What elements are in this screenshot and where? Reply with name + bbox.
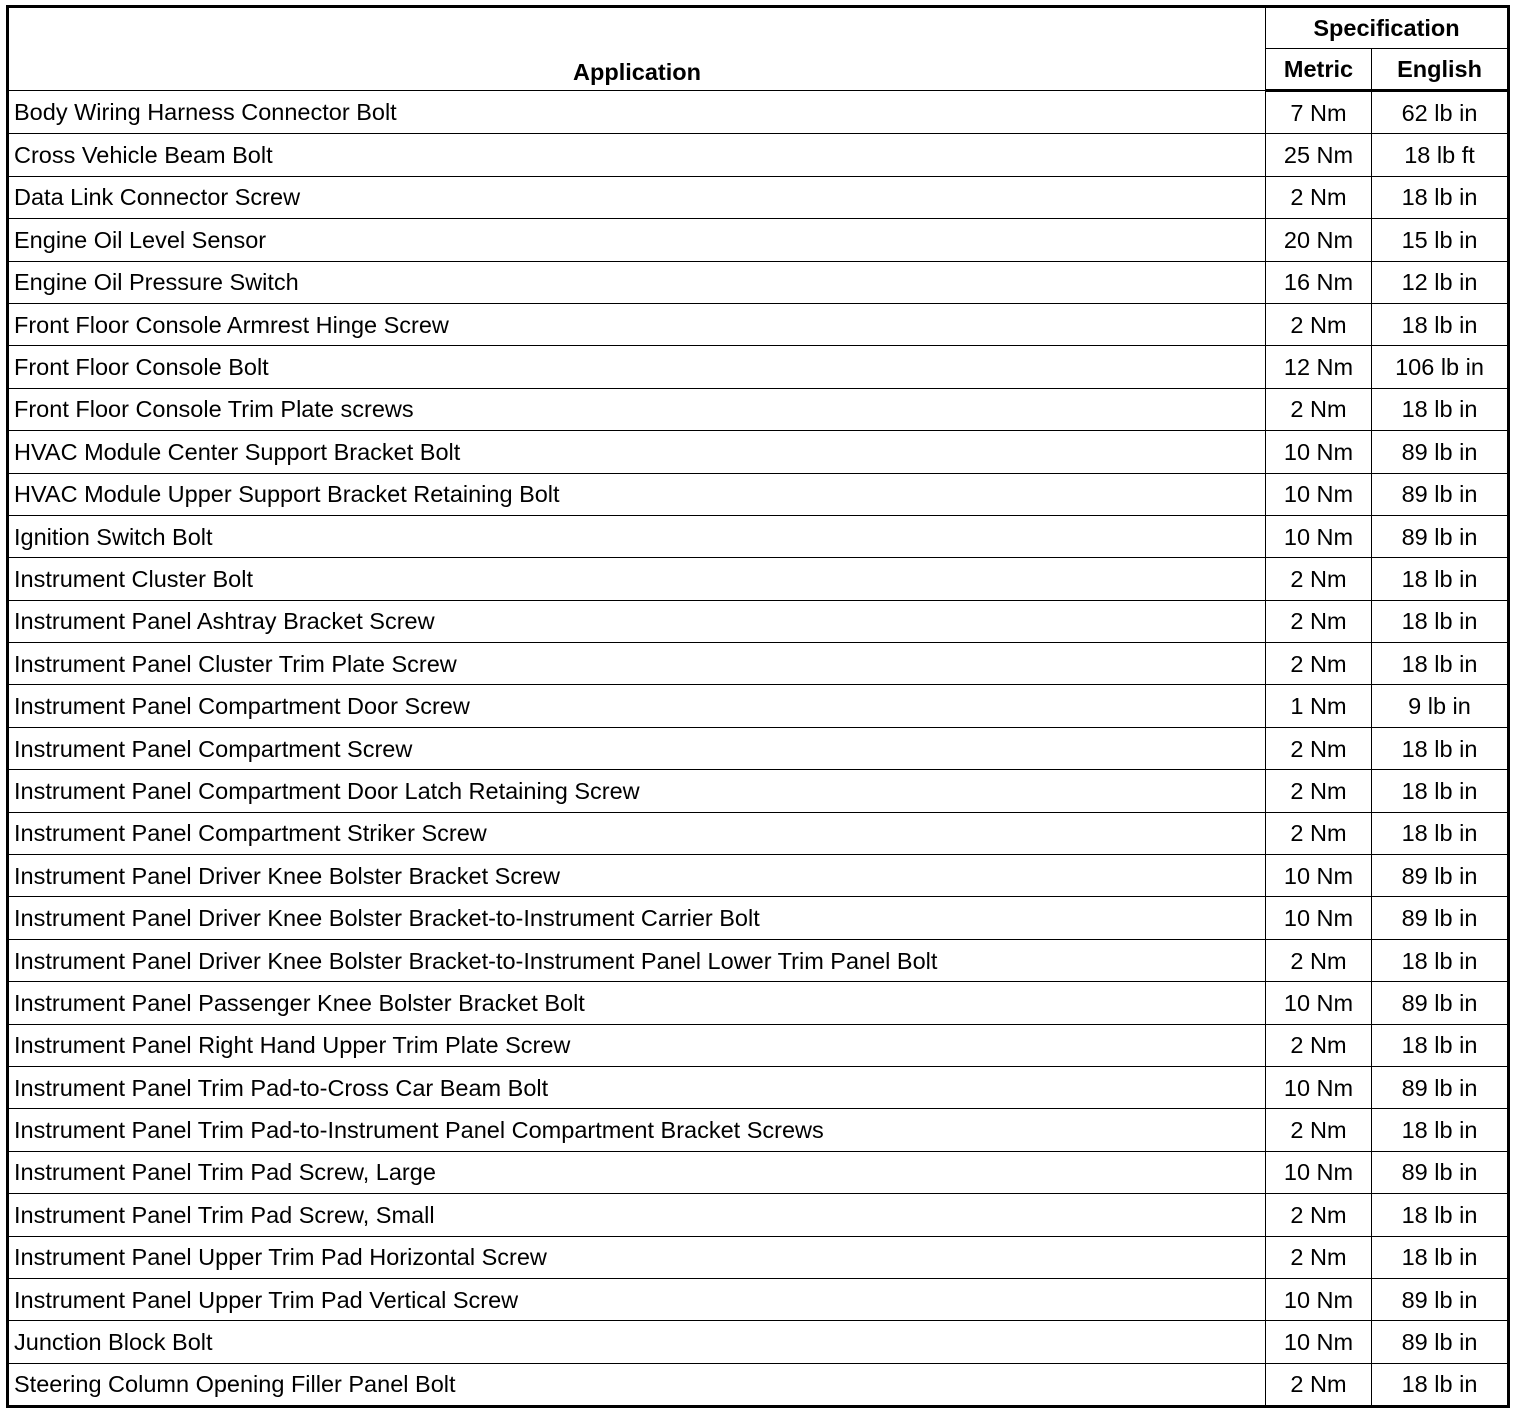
application-cell: Instrument Panel Driver Knee Bolster Bracket-to-Instrument Panel Lower Trim Panel Bolt [8, 939, 1266, 981]
application-cell: Junction Block Bolt [8, 1321, 1266, 1363]
english-header: English [1372, 49, 1509, 91]
english-cell: 18 lb in [1372, 1194, 1509, 1236]
english-cell: 18 lb in [1372, 643, 1509, 685]
table-row [8, 1066, 1509, 1108]
english-cell: 89 lb in [1372, 1151, 1509, 1193]
application-cell: Instrument Panel Driver Knee Bolster Bracket-to-Instrument Carrier Bolt [8, 897, 1266, 939]
metric-cell: 1 Nm [1266, 685, 1372, 727]
metric-cell: 16 Nm [1266, 261, 1372, 303]
application-cell: Engine Oil Level Sensor [8, 219, 1266, 261]
header-row-top [8, 7, 1509, 49]
application-cell: Instrument Cluster Bolt [8, 558, 1266, 600]
english-cell: 18 lb in [1372, 770, 1509, 812]
application-cell: HVAC Module Center Support Bracket Bolt [8, 431, 1266, 473]
table-row [8, 1024, 1509, 1066]
application-cell: Data Link Connector Screw [8, 176, 1266, 218]
metric-cell: 2 Nm [1266, 303, 1372, 345]
metric-cell: 2 Nm [1266, 1024, 1372, 1066]
metric-cell: 2 Nm [1266, 1194, 1372, 1236]
metric-cell: 25 Nm [1266, 134, 1372, 176]
application-cell: Body Wiring Harness Connector Bolt [8, 91, 1266, 134]
metric-cell: 2 Nm [1266, 1236, 1372, 1278]
application-cell: Instrument Panel Driver Knee Bolster Bracket Screw [8, 855, 1266, 897]
application-cell: Instrument Panel Cluster Trim Plate Screw [8, 643, 1266, 685]
metric-cell: 10 Nm [1266, 515, 1372, 557]
english-cell: 89 lb in [1372, 1278, 1509, 1320]
application-cell: Instrument Panel Passenger Knee Bolster Bracket Bolt [8, 982, 1266, 1024]
english-cell: 89 lb in [1372, 982, 1509, 1024]
metric-cell: 10 Nm [1266, 473, 1372, 515]
application-cell: Instrument Panel Upper Trim Pad Horizontal Screw [8, 1236, 1266, 1278]
table-row [8, 219, 1509, 261]
english-cell: 89 lb in [1372, 431, 1509, 473]
english-cell: 89 lb in [1372, 515, 1509, 557]
english-cell: 89 lb in [1372, 473, 1509, 515]
table-body [8, 91, 1509, 1407]
metric-cell: 2 Nm [1266, 176, 1372, 218]
application-cell: Instrument Panel Compartment Door Screw [8, 685, 1266, 727]
table-row [8, 855, 1509, 897]
table-header [8, 7, 1509, 91]
metric-cell: 2 Nm [1266, 770, 1372, 812]
metric-cell: 10 Nm [1266, 897, 1372, 939]
english-cell: 18 lb ft [1372, 134, 1509, 176]
english-cell: 18 lb in [1372, 1236, 1509, 1278]
application-header: Application [8, 7, 1266, 91]
application-cell: Instrument Panel Compartment Striker Screw [8, 812, 1266, 854]
table-row [8, 939, 1509, 981]
english-cell: 18 lb in [1372, 388, 1509, 430]
table-row [8, 558, 1509, 600]
table-row [8, 1194, 1509, 1236]
english-cell: 89 lb in [1372, 1066, 1509, 1108]
application-cell: Instrument Panel Trim Pad Screw, Small [8, 1194, 1266, 1236]
table-row [8, 1278, 1509, 1320]
application-cell: HVAC Module Upper Support Bracket Retaining Bolt [8, 473, 1266, 515]
english-cell: 18 lb in [1372, 558, 1509, 600]
table-row [8, 812, 1509, 854]
table-row [8, 1321, 1509, 1363]
metric-cell: 10 Nm [1266, 1321, 1372, 1363]
table-row [8, 1236, 1509, 1278]
table-row [8, 1109, 1509, 1151]
metric-cell: 2 Nm [1266, 600, 1372, 642]
table-row [8, 727, 1509, 769]
table-row [8, 176, 1509, 218]
english-cell: 15 lb in [1372, 219, 1509, 261]
metric-cell: 2 Nm [1266, 812, 1372, 854]
english-cell: 12 lb in [1372, 261, 1509, 303]
metric-cell: 10 Nm [1266, 982, 1372, 1024]
english-cell: 89 lb in [1372, 855, 1509, 897]
table-row [8, 600, 1509, 642]
table-row [8, 431, 1509, 473]
english-cell: 18 lb in [1372, 812, 1509, 854]
metric-cell: 2 Nm [1266, 939, 1372, 981]
metric-header: Metric [1266, 49, 1372, 91]
application-cell: Instrument Panel Trim Pad-to-Instrument Panel Compartment Bracket Screws [8, 1109, 1266, 1151]
table-row [8, 685, 1509, 727]
metric-cell: 2 Nm [1266, 558, 1372, 600]
specification-header: Specification [1266, 7, 1509, 49]
metric-cell: 2 Nm [1266, 727, 1372, 769]
english-cell: 18 lb in [1372, 727, 1509, 769]
metric-cell: 20 Nm [1266, 219, 1372, 261]
english-cell: 106 lb in [1372, 346, 1509, 388]
metric-cell: 2 Nm [1266, 1109, 1372, 1151]
english-cell: 18 lb in [1372, 176, 1509, 218]
english-cell: 18 lb in [1372, 1024, 1509, 1066]
application-cell: Engine Oil Pressure Switch [8, 261, 1266, 303]
english-cell: 18 lb in [1372, 600, 1509, 642]
table-row [8, 1363, 1509, 1406]
application-cell: Ignition Switch Bolt [8, 515, 1266, 557]
application-cell: Instrument Panel Upper Trim Pad Vertical Screw [8, 1278, 1266, 1320]
fastener-torque-table [6, 5, 1510, 1408]
english-cell: 89 lb in [1372, 1321, 1509, 1363]
application-cell: Instrument Panel Compartment Door Latch Retaining Screw [8, 770, 1266, 812]
english-cell: 18 lb in [1372, 303, 1509, 345]
application-cell: Instrument Panel Ashtray Bracket Screw [8, 600, 1266, 642]
application-cell: Cross Vehicle Beam Bolt [8, 134, 1266, 176]
table-row [8, 1151, 1509, 1193]
table-row [8, 134, 1509, 176]
table-row [8, 261, 1509, 303]
table-row [8, 515, 1509, 557]
metric-cell: 7 Nm [1266, 91, 1372, 134]
table-row [8, 388, 1509, 430]
english-cell: 89 lb in [1372, 897, 1509, 939]
metric-cell: 2 Nm [1266, 643, 1372, 685]
table-row [8, 346, 1509, 388]
english-cell: 18 lb in [1372, 1109, 1509, 1151]
application-cell: Front Floor Console Trim Plate screws [8, 388, 1266, 430]
table-row [8, 982, 1509, 1024]
metric-cell: 2 Nm [1266, 1363, 1372, 1406]
metric-cell: 10 Nm [1266, 1278, 1372, 1320]
application-cell: Front Floor Console Bolt [8, 346, 1266, 388]
english-cell: 18 lb in [1372, 1363, 1509, 1406]
application-cell: Instrument Panel Trim Pad-to-Cross Car Beam Bolt [8, 1066, 1266, 1108]
table-row [8, 770, 1509, 812]
metric-cell: 12 Nm [1266, 346, 1372, 388]
application-cell: Front Floor Console Armrest Hinge Screw [8, 303, 1266, 345]
table-row [8, 91, 1509, 134]
application-cell: Instrument Panel Right Hand Upper Trim Plate Screw [8, 1024, 1266, 1066]
metric-cell: 10 Nm [1266, 431, 1372, 473]
table-row [8, 643, 1509, 685]
metric-cell: 10 Nm [1266, 855, 1372, 897]
table-row [8, 303, 1509, 345]
metric-cell: 10 Nm [1266, 1151, 1372, 1193]
english-cell: 62 lb in [1372, 91, 1509, 134]
metric-cell: 10 Nm [1266, 1066, 1372, 1108]
application-cell: Steering Column Opening Filler Panel Bolt [8, 1363, 1266, 1406]
table-row [8, 897, 1509, 939]
application-cell: Instrument Panel Compartment Screw [8, 727, 1266, 769]
english-cell: 18 lb in [1372, 939, 1509, 981]
table-row [8, 473, 1509, 515]
metric-cell: 2 Nm [1266, 388, 1372, 430]
english-cell: 9 lb in [1372, 685, 1509, 727]
application-cell: Instrument Panel Trim Pad Screw, Large [8, 1151, 1266, 1193]
